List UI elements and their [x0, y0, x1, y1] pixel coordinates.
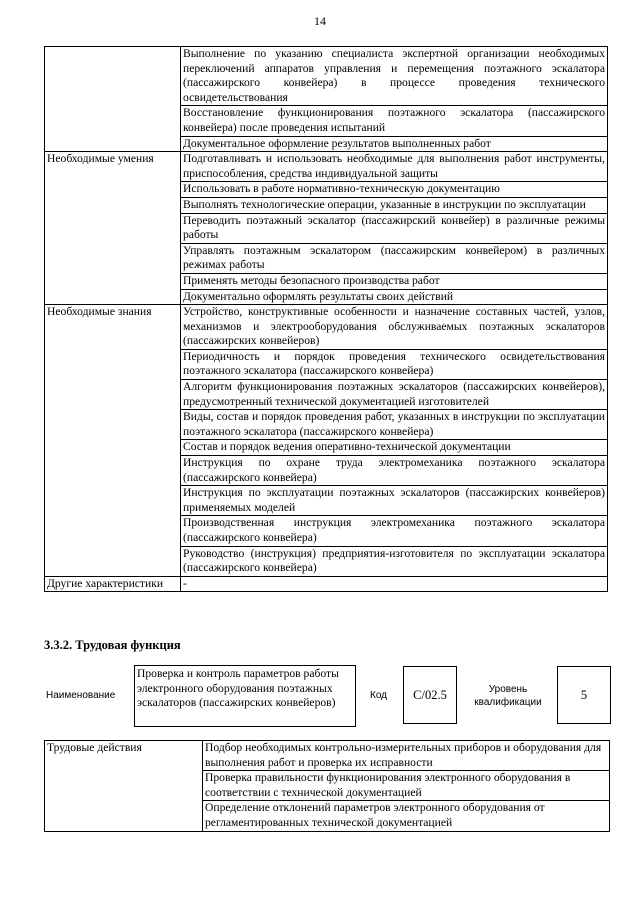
table-row: Подбор необходимых контрольно-измерительных приборов и оборудования для выполнения работ и проверка их исправности	[203, 741, 610, 771]
table-row: Выполнять технологические операции, указанные в инструкции по эксплуатации	[181, 197, 608, 213]
table-row: Применять методы безопасного производства работ	[181, 273, 608, 289]
table-row: Инструкция по эксплуатации поэтажных эскалаторов (пассажирских конвейеров) применяемых моделей	[181, 486, 608, 516]
table-row: Проверка правильности функционирования электронного оборудования в соответствии с технической документацией	[203, 771, 610, 801]
section-title: 3.3.2. Трудовая функция	[44, 638, 181, 652]
table-row: Инструкция по охране труда электромеханика поэтажного эскалатора (пассажирского конвейера)	[181, 456, 608, 486]
page-number: 14	[314, 14, 326, 28]
other-label: Другие характеристики	[45, 576, 181, 592]
table-row: Выполнение по указанию специалиста экспертной организации необходимых переключений аппаратов управления и перемещения поэтажного эскалатора (пассажирского конвейера) в процессе проведения технического освидетельствования	[181, 47, 608, 106]
skills-label: Необходимые умения	[45, 152, 181, 305]
name-label: Наименование	[46, 690, 116, 701]
table-row: Устройство, конструктивные особенности и назначение составных частей, узлов, механизмов и электрооборудования обслуживаемых поэтажных эскалаторов (пассажирских конвейеров)	[181, 305, 608, 350]
table-row: Периодичность и порядок проведения технического освидетельствования поэтажного эскалатора (пассажирского конвейера)	[181, 349, 608, 379]
table-row: Виды, состав и порядок проведения работ, указанных в инструкции по эксплуатации поэтажного эскалатора (пассажирского конвейера)	[181, 410, 608, 440]
table-row: Документальное оформление результатов выполненных работ	[181, 136, 608, 152]
other-value: -	[181, 576, 608, 592]
knowledge-label: Необходимые знания	[45, 305, 181, 577]
code-value: C/02.5	[403, 666, 457, 724]
level-label: Уровень квалификации	[474, 684, 542, 708]
table-row: Определение отклонений параметров электронного оборудования от регламентированных технической документацией	[203, 801, 610, 831]
table-row: Управлять поэтажным эскалатором (пассажирским конвейером) в различных режимах работы	[181, 243, 608, 273]
empty-label-cell	[45, 47, 181, 152]
table-row: Использовать в работе нормативно-техническую документацию	[181, 182, 608, 198]
table-row: Алгоритм функционирования поэтажных эскалаторов (пассажирских конвейеров), предусмотренный технической документацией изготовителей	[181, 380, 608, 410]
table-row: Руководство (инструкция) предприятия-изготовителя по эксплуатации эскалатора (пассажирского конвейера)	[181, 546, 608, 576]
table-row: Документально оформлять результаты своих действий	[181, 289, 608, 305]
table-row: Восстановление функционирования поэтажного эскалатора (пассажирского конвейера) после проведения испытаний	[181, 106, 608, 136]
code-label: Код	[370, 690, 388, 701]
actions-label: Трудовые действия	[45, 741, 203, 832]
table-row: Подготавливать и использовать необходимые для выполнения работ инструменты, приспособления, средства индивидуальной защиты	[181, 152, 608, 182]
table-row: Состав и порядок ведения оперативно-технической документации	[181, 440, 608, 456]
function-name-box: Проверка и контроль параметров работы электронного оборудования поэтажных эскалаторов (пассажирских конвейеров)	[134, 665, 356, 727]
labor-actions-table	[44, 740, 610, 832]
table-row: Переводить поэтажный эскалатор (пассажирский конвейер) в различные режимы работы	[181, 213, 608, 243]
competency-table	[44, 46, 608, 592]
level-value: 5	[557, 666, 611, 724]
table-row: Производственная инструкция электромеханика поэтажного эскалатора (пассажирского конвейера)	[181, 516, 608, 546]
